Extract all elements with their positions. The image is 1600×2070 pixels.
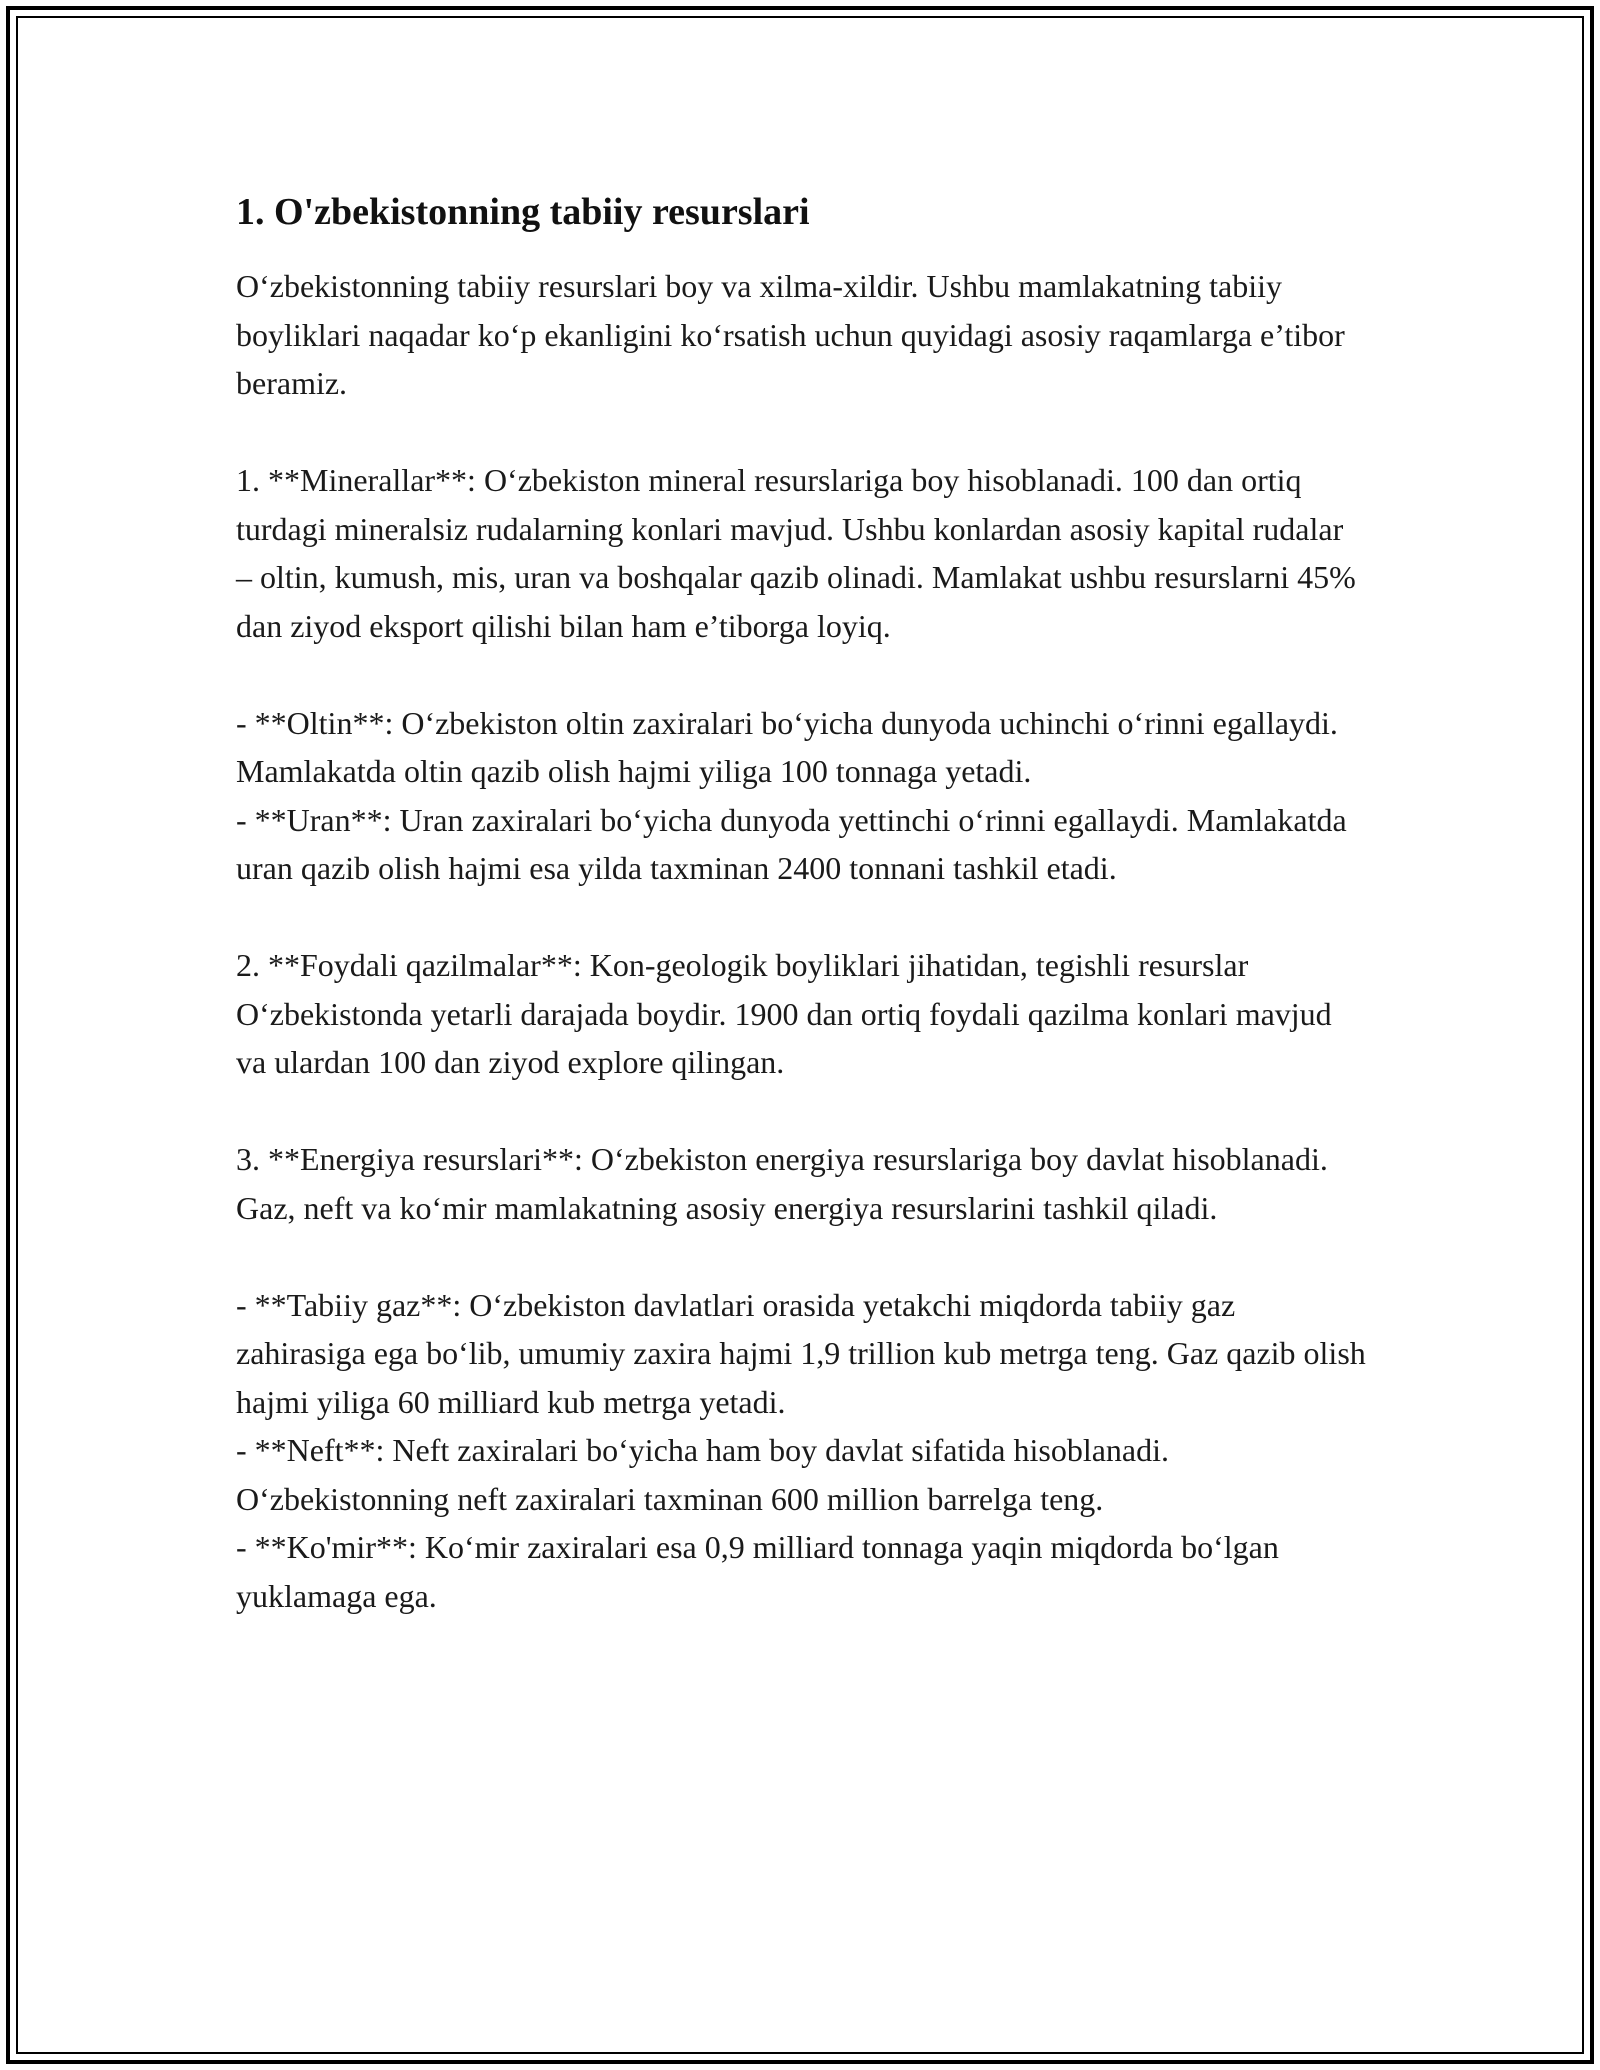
paragraph-gap: [236, 408, 1366, 457]
paragraph-gap: [236, 1087, 1366, 1136]
paragraph-gap: [236, 893, 1366, 942]
document-body: [236, 188, 1366, 1620]
gas-oil-coal-list: - **Tabiiy gaz**: O‘zbekiston davlatlari orasida yetakchi miqdorda tabiiy gaz zahirasiga ega bo‘lib, umumiy zaxira hajmi 1,9 trillion kub metrga teng. Gaz qazib olish hajmi yiliga 60 milliard kub metrga yetadi. - **Neft**: Neft zaxiralari bo‘yicha ham boy davlat sifatida hisoblanadi. O‘zbekistonning neft zaxiralari taxminan 600 million barrelga teng. - **Ko'mir**: Ko‘mir zaxiralari esa 0,9 milliard tonnaga yaqin miqdorda bo‘lgan yuklamaga ega.: [236, 1286, 1366, 1614]
useful-minerals-paragraph: 2. **Foydali qazilmalar**: Kon-geologik boyliklari jihatidan, tegishli resurslar O‘zbekistonda yetarli darajada boydir. 1900 dan ortiq foydali qazilma konlari mavjud va ulardan 100 dan ziyod explore qilingan.: [236, 947, 1332, 1080]
energy-paragraph: 3. **Energiya resurslari**: O‘zbekiston energiya resurslariga boy davlat hisoblanadi. Gaz, neft va ko‘mir mamlakatning asosiy energiya resurslarini tashkil qiladi.: [236, 1141, 1328, 1226]
paragraph-gap: [236, 1232, 1366, 1281]
intro-paragraph: O‘zbekistonning tabiiy resurslari boy va xilma-xildir. Ushbu mamlakatning tabiiy boyliklari naqadar ko‘p ekanligini ko‘rsatish uchun quyidagi asosiy raqamlarga e’tibor beramiz.: [236, 268, 1345, 401]
document-title: 1. O'zbekistonning tabiiy resurslari: [236, 191, 810, 233]
gold-uranium-list: - **Oltin**: O‘zbekiston oltin zaxiralari bo‘yicha dunyoda uchinchi o‘rinni egallaydi. Mamlakatda oltin qazib olish hajmi yiliga 100 tonnaga yetadi. - **Uran**: Uran zaxiralari bo‘yicha dunyoda yettinchi o‘rinni egallaydi. Mamlakatda uran qazib olish hajmi esa yilda taxminan 2400 tonnani tashkil etadi.: [236, 704, 1347, 886]
paragraph-gap: [236, 650, 1366, 699]
minerals-paragraph: 1. **Minerallar**: O‘zbekiston mineral resurslariga boy hisoblanadi. 100 dan ortiq turdagi mineralsiz rudalarning konlari mavjud. Ushbu konlardan asosiy kapital rudalar – oltin, kumush, mis, uran va boshqalar qazib olinadi. Mamlakat ushbu resurslarni 45% dan ziyod eksport qilishi bilan ham e’tiborga loyiq.: [236, 462, 1356, 644]
